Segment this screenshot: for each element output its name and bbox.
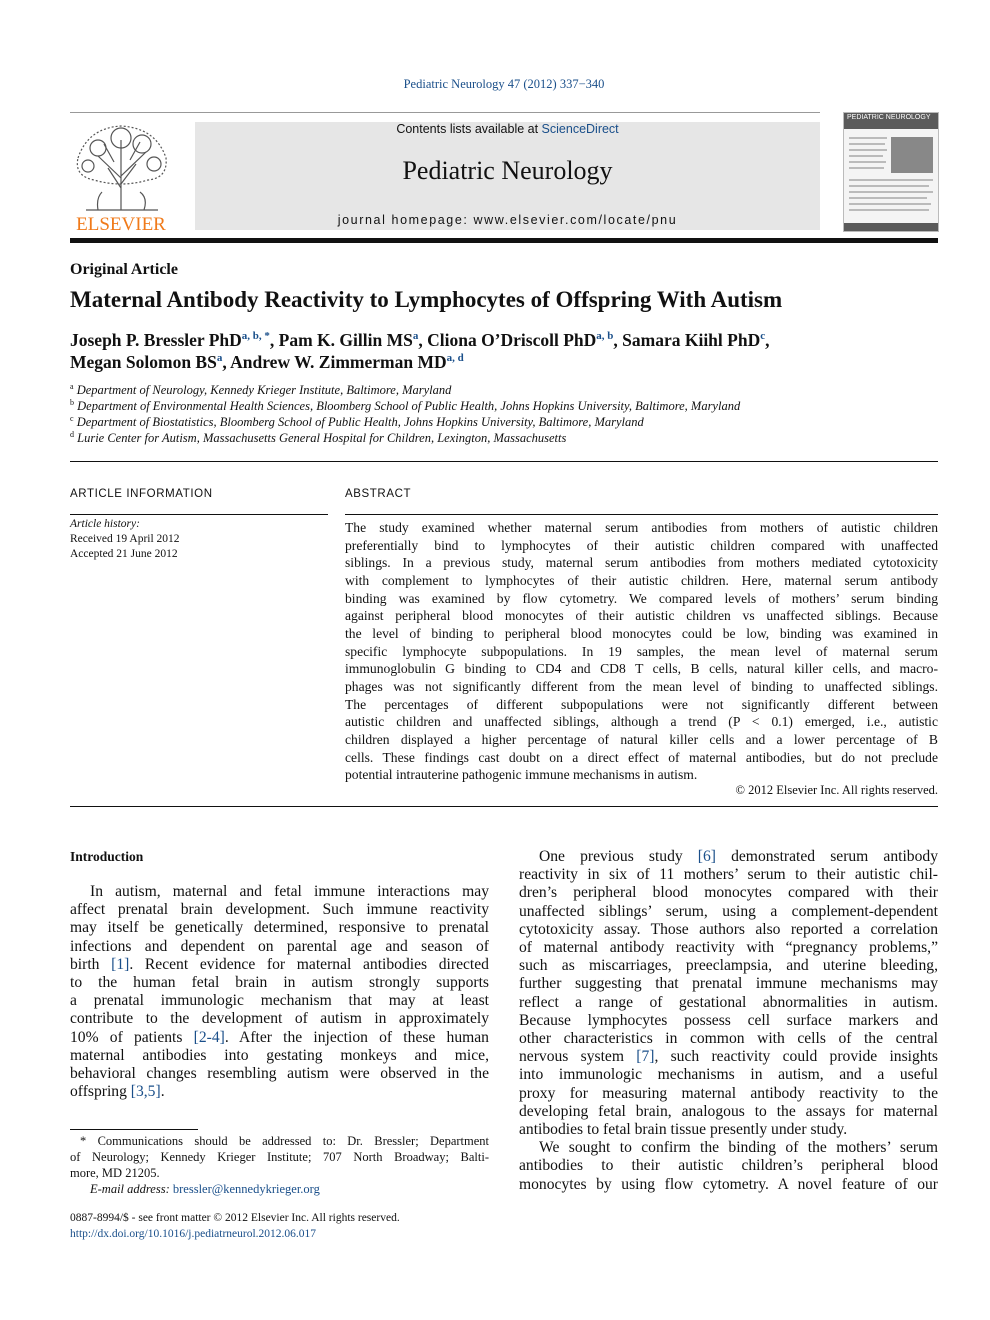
text-line: behavioral changes resembling autism were observed in the [70,1065,489,1083]
citation-link[interactable]: [1] [111,955,130,973]
email-line [70,1181,489,1197]
author-affiliation-marker[interactable]: a [412,330,419,343]
affiliation: $^c$ Department of Biostatistics, Bloomberg School of Public Health, Johns Hopkins University, Baltimore, Maryland [70,414,644,430]
article-title: Maternal Antibody Reactivity to Lymphocytes of Offspring With Autism [70,287,783,312]
citation-link[interactable]: [2-4] [193,1028,225,1046]
text-line: a prenatal immunologic mechanism that may at least [70,992,489,1010]
header-divider [70,112,820,113]
citation-link[interactable]: [3,5] [130,1083,161,1101]
text-line: In autism, maternal and fetal immune interactions may [90,883,489,900]
section-divider [70,461,938,462]
introduction-left-column [70,883,489,1101]
footnote-rule [70,1129,198,1130]
email-link[interactable]: bressler@kennedykrieger.org [172,1182,320,1196]
abstract-rule [345,514,938,515]
text-line: offspring [3,5]. [70,1083,165,1101]
authors-line-2: Megan Solomon $BS^a$, Andrew W. Zimmerman MD$^{a, d}$ [70,352,464,372]
correspondence-footnote [70,1133,489,1197]
author-name: Andrew W. Zimmerman MD [230,352,447,372]
text-line: of maternal antibody reactivity with “pregnancy problems,” [519,939,938,957]
journal-reference-link[interactable]: Pediatric Neurology 47 (2012) 337−340 [403,77,605,91]
text-line: further suggesting that prenatal immune mechanisms may [519,975,938,993]
text-line: Because lymphocytes possess cell surface markers and [519,1011,938,1029]
affiliation: $^a$ Department of Neurology, Kennedy Krieger Institute, Baltimore, Maryland [70,382,452,398]
text-line: developing fetal brain, analogous to the assays for maternal [519,1102,938,1120]
text-line: One previous study [6] demonstrated serum antibody [539,848,938,865]
abstract-line: against peripheral blood monocytes of their autistic children vs unaffected siblings. Because [345,608,938,624]
text-line: unaffected siblings’ serum, using a complement-dependent [519,902,938,920]
text-line: proxy for measuring maternal antibody reactivity to the [519,1084,938,1102]
section-divider [70,806,938,807]
abstract-line: immunoglobulin G binding to CD4 and CD8 T cells, B cells, natural killer cells, and macro- [345,661,938,677]
text-line: contribute to the development of autism in approximately [70,1010,489,1028]
text-line: birth [1]. Recent evidence for maternal antibodies directed [70,955,489,973]
affiliation: $^b$ Department of Environmental Health Sciences, Bloomberg School of Public Health, Johns Hopkins University, Baltimore, Maryland [70,398,741,414]
text-line: antibodies to their autistic children’s peripheral blood [519,1157,938,1175]
author-name: Cliona O’Driscoll PhD [427,330,597,350]
author-affiliation-marker[interactable]: a, b, * [241,330,270,343]
article-type: Original Article [70,261,178,278]
author-name: Pam K. Gillin MS [278,330,413,350]
abstract-line: with complement to lymphocytes of their autistic children. Here, maternal serum antibody [345,572,938,588]
introduction-right-column [519,848,938,1194]
text-line: maternal antibodies into gestating monkeys and mice, [70,1046,489,1064]
header-thick-rule [70,238,938,243]
text-line: reactivity in six of 11 mothers’ serum to their autistic chil- [519,866,938,884]
text-line: into immunologic mechanisms in autism, and a useful [519,1066,938,1084]
article-info-rule [70,514,328,515]
article-information-heading: ARTICLE INFORMATION [70,488,213,500]
abstract-line: children displayed a higher percentage of natural killer cells and a lower percentage of B [345,731,938,747]
abstract-line: the level of binding to peripheral blood monocytes could be low, binding was examined in [345,625,938,641]
received-date: Received 19 April 2012 [70,533,180,545]
abstract-line: The percentages of different subpopulations were not significantly different between [345,696,938,712]
doi-link[interactable]: http://dx.doi.org/10.1016/j.pediatrneurol.2012.06.017 [70,1228,317,1240]
abstract-copyright: © 2012 Elsevier Inc. All rights reserved. [735,783,938,797]
journal-homepage-link[interactable]: journal homepage: www.elsevier.com/locate/pnu [337,213,678,227]
author-affiliation-marker[interactable]: c [760,330,766,343]
text-line: 10% of patients [2-4]. After the injection of these human [70,1028,489,1046]
text-line: to the human fetal brain in autism strongly supports [70,974,489,992]
author-affiliation-marker[interactable]: a, d [446,352,464,365]
author-affiliation-marker[interactable]: a [216,352,223,365]
footnote-line: of Neurology; Kennedy Krieger Institute; 707 North Broadway; Balti- [70,1150,489,1164]
abstract-body [345,519,938,784]
journal-name: Pediatric Neurology [402,156,613,185]
elsevier-logo [68,118,174,234]
abstract-heading: ABSTRACT [345,488,412,500]
contents-availability-line [195,122,820,136]
text-line: reflect a range of gestational abnormalities in autism. [519,993,938,1011]
footnote-line: more, MD 21205. [70,1166,160,1180]
author-name: Samara Kiihl PhD [622,330,761,350]
text-line: We sought to confirm the binding of the mothers’ serum [539,1139,938,1157]
text-line: nervous system [7], such reactivity could provide insights [519,1048,938,1066]
email-label: E-mail address: [90,1182,173,1196]
introduction-heading: Introduction [70,849,144,864]
citation-link[interactable]: [7] [636,1048,655,1066]
svg-text:ELSEVIER: ELSEVIER [76,214,166,234]
sciencedirect-link[interactable]: ScienceDirect [541,122,619,136]
abstract-line: autistic children and unaffected siblings, although a trend (P < 0.1) emerged, i.e., autistic [345,714,938,730]
author-name: Megan Solomon BS [70,352,217,372]
author-name: Joseph P. Bressler PhD [70,330,242,350]
text-line: other characteristics in common with cells of the central [519,1030,938,1048]
text-line: dren’s peripheral blood monocytes compared with their [519,884,938,902]
footnote-line: * Communications should be addressed to: Dr. Bressler; Department [80,1134,489,1148]
text-line: affect prenatal brain development. Such immune reactivity [70,901,489,919]
author-affiliation-marker[interactable]: a, b [596,330,614,343]
abstract-line: The study examined whether maternal serum antibodies from mothers of autistic children [345,520,938,535]
abstract-line: siblings. In a previous study, maternal serum antibodies from mothers mediated cytotoxicity [345,555,938,571]
contents-prefix: Contents lists available at [396,122,542,136]
text-line: such as miscarriages, preeclampsia, and uterine bleeding, [519,957,938,975]
text-line: antibodies to fetal brain tissue presently under study. [519,1121,848,1139]
abstract-line: cells. These findings cast doubt on a direct effect of maternal antibodies, but do not preclude [345,749,938,765]
abstract-line: preferentially bind to lymphocytes of their autistic children compared with unaffected [345,537,938,553]
text-line: may itself be genetically determined, responsive to prenatal [70,919,489,937]
text-line: cytotoxicity assay. Those authors also reported a correlation [519,920,938,938]
abstract-line: binding was examined by flow cytometry. We compared levels of mothers’ serum binding [345,590,938,606]
citation-link[interactable]: [6] [697,848,716,865]
abstract-line: phages was not significantly different from the mean level of binding to unaffected siblings. [345,678,938,694]
issn-line: 0887-8994/$ - see front matter © 2012 Elsevier Inc. All rights reserved. [70,1212,400,1224]
abstract-line: potential intrauterine pathogenic immune mechanisms in autism. [345,767,698,783]
text-line: infections and dependent on parental age and season of [70,937,489,955]
authors-line-1: Joseph P. Bressler PhD$^{a, b, *}$, Pam K. Gillin $MS^a$, Cliona O’Driscoll PhD$^{a, b}$, Samara Kiihl PhD$^c$, [70,330,770,350]
text-line: monocytes by using flow cytometry. A novel feature of our [519,1175,938,1193]
affiliation: $^d$ Lurie Center for Autism, Massachusetts General Hospital for Children, Lexington, Massachusetts [70,430,567,446]
cover-title: PEDIATRIC NEUROLOGY [844,113,938,129]
cover-image [891,137,933,173]
accepted-date: Accepted 21 June 2012 [70,548,178,560]
journal-cover-thumbnail [843,112,939,232]
page-footer [70,1210,400,1242]
article-history-label: Article history: [70,518,140,530]
abstract-line: specific lymphocyte subpopulations. In 19 samples, the mean level of maternal serum [345,643,938,659]
